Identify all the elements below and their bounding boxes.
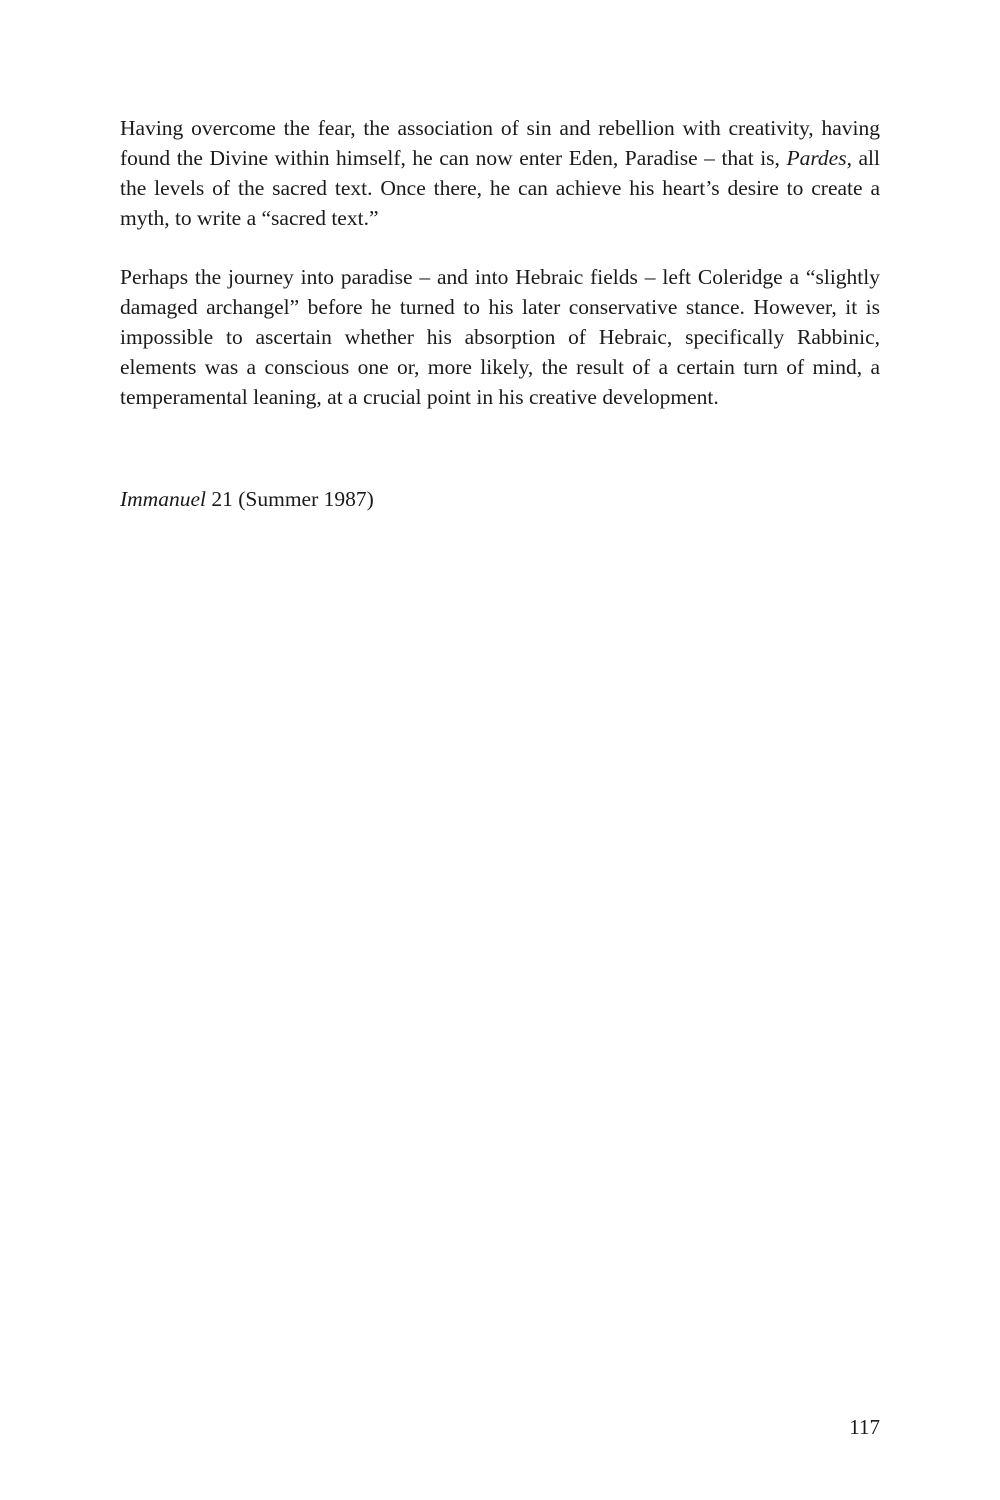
source-citation	[120, 484, 374, 514]
page-number: 117	[849, 1415, 880, 1439]
pardes-italic-term: Pardes	[786, 146, 847, 170]
citation-details: 21 (Summer 1987)	[205, 487, 374, 511]
journal-title: Immanuel	[120, 487, 206, 511]
paragraph-1-text-end: , all the levels of the sacred text. Once there, he can achieve his heart’s desire to create a myth, to write a “sacred text.”	[120, 146, 880, 230]
paragraph-1-text-start: Having overcome the fear, the association of sin and rebellion with creativity, having found the Divine within himself, he can now enter Eden, Paradise – that is,	[120, 116, 880, 170]
body-paragraph-1	[120, 113, 880, 233]
body-paragraph-2: Perhaps the journey into paradise – and into Hebraic fields – left Coleridge a “slightly damaged archangel” before he turned to his later conservative stance. However, it is impossible to ascertain whether his absorption of Hebraic, specifically Rabbinic, elements was a conscious one or, more likely, the result of a certain turn of mind, a temperamental leaning, at a crucial point in his creative development.	[120, 265, 880, 409]
